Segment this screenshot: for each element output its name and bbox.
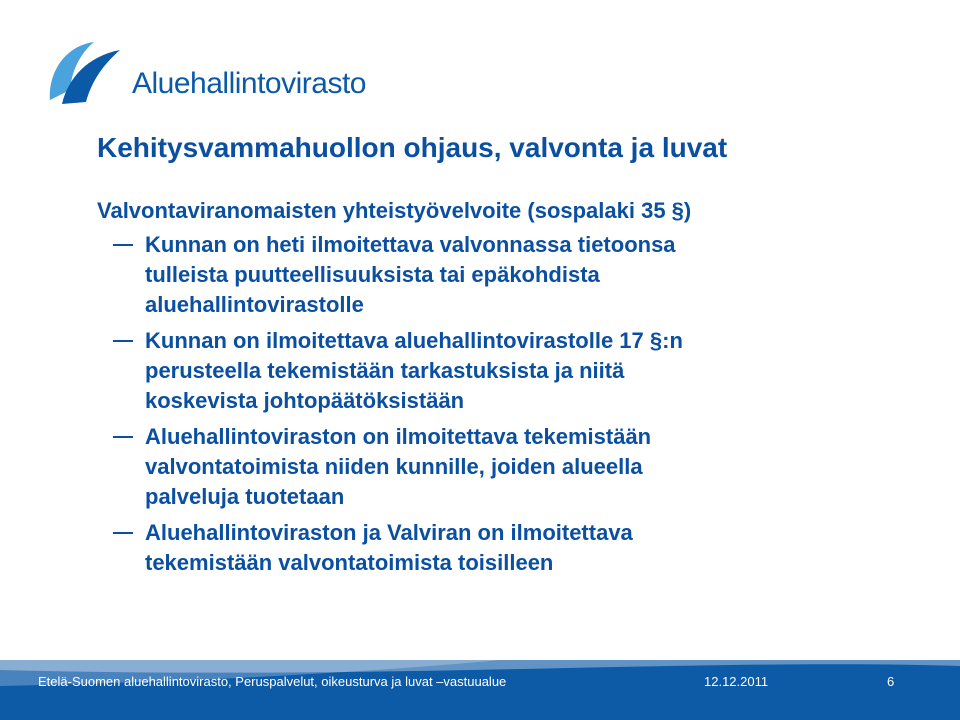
bullet-text: Kunnan on ilmoitettava aluehallintovirastolle 17 §:n perusteella tekemistään tarkastuksista ja niitä koskevista johtopäätöksistään bbox=[145, 328, 683, 413]
logo bbox=[42, 34, 382, 110]
dash-bullet-icon bbox=[113, 532, 133, 534]
dash-bullet-icon bbox=[113, 244, 133, 246]
list-item bbox=[97, 230, 897, 320]
bullet-list bbox=[97, 230, 897, 584]
logo-text: Aluehallintovirasto bbox=[132, 67, 366, 100]
bullet-text: Aluehallintoviraston ja Valviran on ilmoitettava tekemistään valvontatoimista toisilleen bbox=[145, 520, 633, 575]
logo-emblem-icon bbox=[42, 34, 132, 110]
footer-date: 12.12.2011 bbox=[704, 674, 769, 689]
footer-page-number: 6 bbox=[887, 674, 895, 689]
footer-bar bbox=[0, 660, 960, 720]
footer-swoosh-decoration bbox=[0, 660, 960, 720]
list-item bbox=[97, 422, 897, 512]
slide-title: Kehitysvammahuollon ohjaus, valvonta ja luvat bbox=[97, 132, 728, 163]
bullet-text: Aluehallintoviraston on ilmoitettava tekemistään valvontatoimista niiden kunnille, joiden alueella palveluja tuotetaan bbox=[145, 424, 652, 509]
footer-organization: Etelä-Suomen aluehallintovirasto, Peruspalvelut, oikeusturva ja luvat –vastuualue bbox=[38, 674, 507, 689]
bullet-text: Kunnan on heti ilmoitettava valvonnassa tietoonsa tulleista puutteellisuuksista tai epäkohdista aluehallintovirastolle bbox=[145, 232, 676, 317]
dash-bullet-icon bbox=[113, 436, 133, 438]
list-item bbox=[97, 518, 897, 578]
slide-subtitle: Valvontaviranomaisten yhteistyövelvoite (sospalaki 35 §) bbox=[97, 198, 692, 223]
list-item bbox=[97, 326, 897, 416]
dash-bullet-icon bbox=[113, 340, 133, 342]
